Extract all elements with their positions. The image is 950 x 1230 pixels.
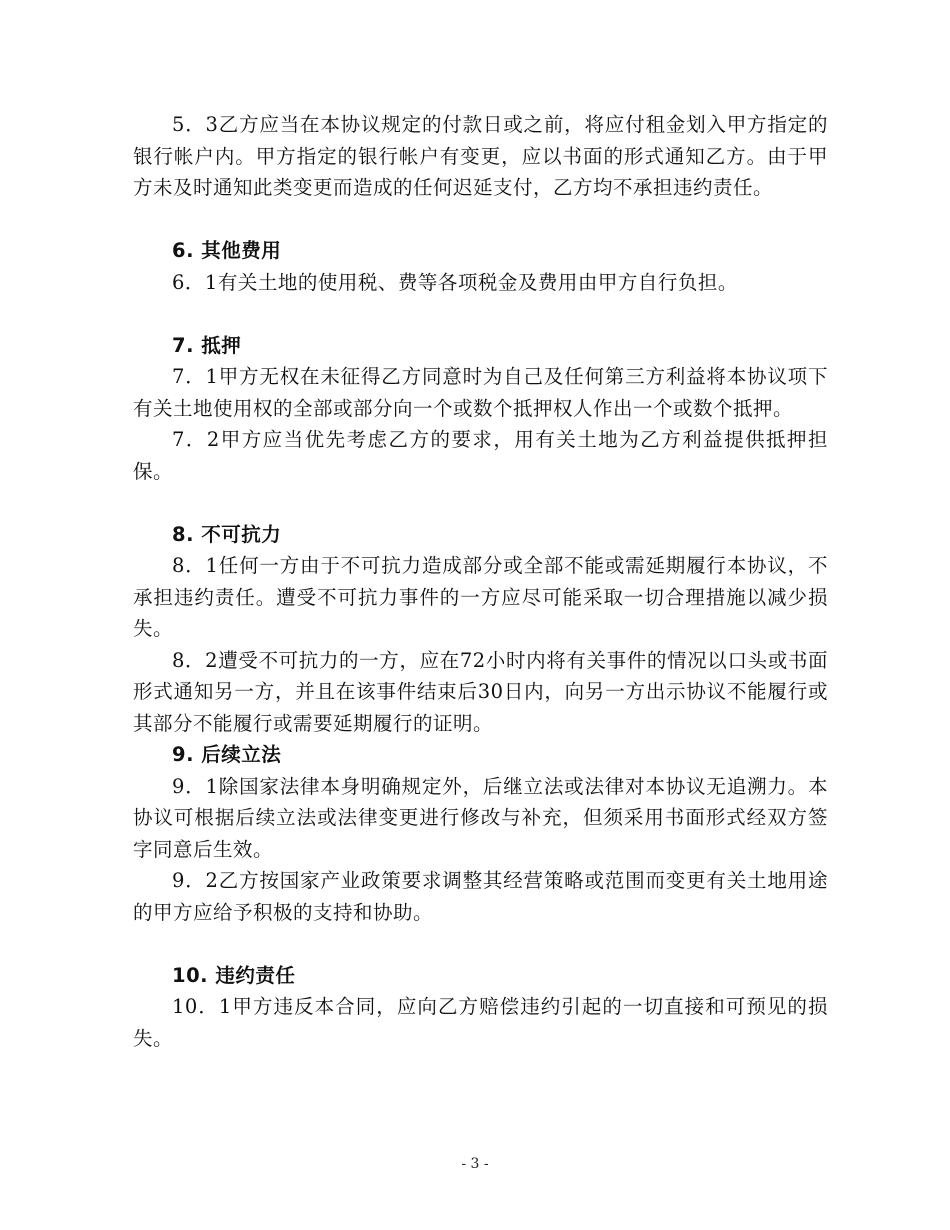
section-spacer (133, 204, 828, 236)
paragraph-7-1: 7．1甲方无权在未征得乙方同意时为自己及任何第三方利益将本协议项下有关土地使用权的全部或部分向一个或数个抵押权人作出一个或数个抵押。 (133, 365, 828, 420)
paragraph-10-1: 10．1甲方违反本合同，应向乙方赔偿违约引起的一切直接和可预见的损失。 (133, 995, 828, 1050)
section-heading-6: 6. 其他费用 (172, 239, 282, 262)
paragraph-6-1: 6．1有关土地的使用税、费等各项税金及费用由甲方自行负担。 (172, 270, 738, 294)
section-spacer (133, 928, 828, 960)
paragraph-9-1: 9．1除国家法律本身明确规定外，后继立法或法律对本协议无追溯力。本协议可根据后续立法或法律变更进行修改与补充，但须采用书面形式经双方签字同意后生效。 (133, 774, 828, 861)
paragraph-7-2: 7．2甲方应当优先考虑乙方的要求，用有关土地为乙方利益提供抵押担保。 (133, 428, 828, 483)
section-heading-7: 7. 抵押 (172, 333, 242, 357)
section-spacer (133, 487, 828, 519)
paragraph-9-2: 9．2乙方按国家产业政策要求调整其经营策略或范围而变更有关土地用途的甲方应给予积极的支持和协助。 (133, 869, 828, 924)
section-heading-10: 10. 违约责任 (172, 963, 296, 987)
paragraph-5-3: 5．3乙方应当在本协议规定的付款日或之前，将应付租金划入甲方指定的银行帐户内。甲方指定的银行帐户有变更，应以书面的形式通知乙方。由于甲方未及时通知此类变更而造成的任何迟延支付，乙方均不承担违约责任。 (133, 113, 828, 199)
document-body (133, 109, 828, 1054)
section-heading-9: 9. 后续立法 (172, 743, 282, 766)
page-number: - 3 - (461, 1156, 489, 1172)
paragraph-8-1: 8．1任何一方由于不可抗力造成部分或全部不能或需延期履行本协议，不承担违约责任。遭受不可抗力事件的一方应尽可能采取一切合理措施以减少损失。 (133, 554, 828, 640)
section-heading-8: 8. 不可抗力 (172, 522, 282, 546)
section-spacer (133, 298, 828, 330)
paragraph-8-2: 8．2遭受不可抗力的一方，应在72小时内将有关事件的情况以口头或书面形式通知另一方，并且在该事件结束后30日内，向另一方出示协议不能履行或其部分不能履行或需要延期履行的证明。 (133, 648, 828, 735)
